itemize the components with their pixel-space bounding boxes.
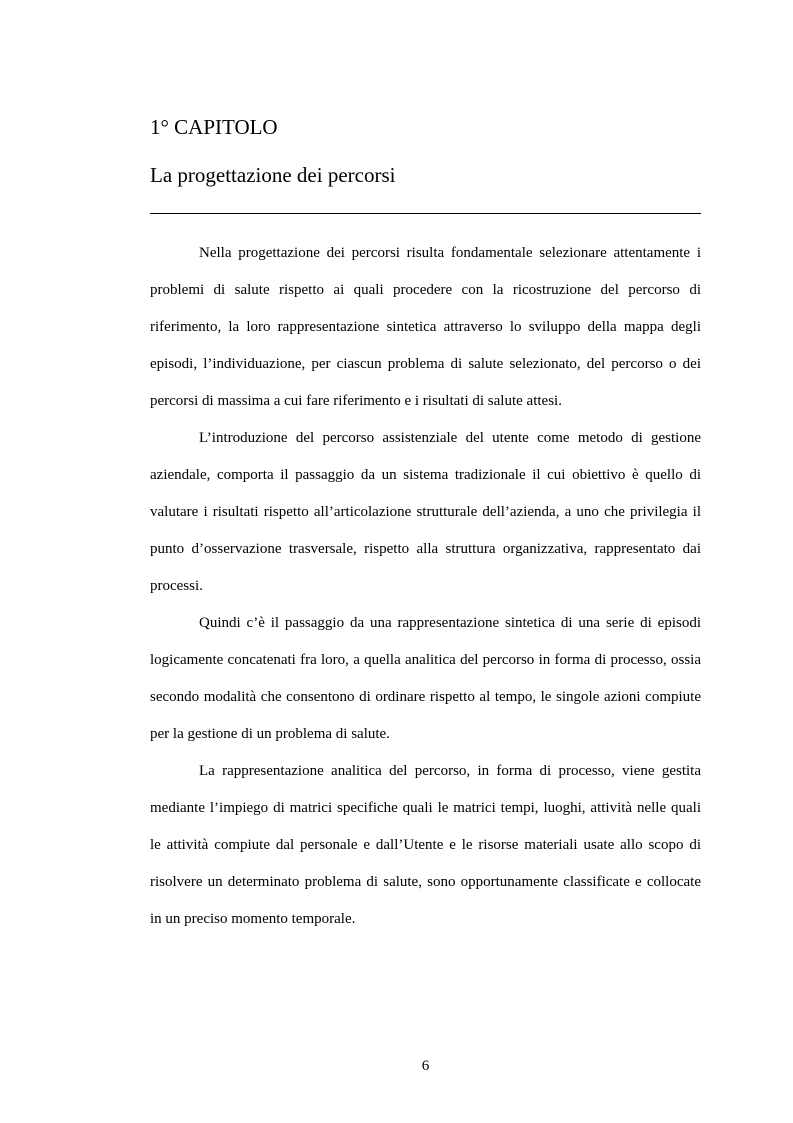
paragraph: L’introduzione del percorso assistenziale del utente come metodo di gestione aziendale, comporta il passaggio da un sistema tradizionale il cui obiettivo è quello di valutare i risultati rispetto all’articolazione strutturale dell’azienda, a uno che privilegia il punto d’osservazione trasversale, rispetto alla struttura organizzativa, rappresentato dai processi. (150, 430, 701, 594)
chapter-label: 1° CAPITOLO (150, 115, 278, 139)
title-divider (150, 213, 701, 214)
page-number: 6 (421, 1058, 430, 1074)
chapter-title: La progettazione dei percorsi (150, 163, 396, 187)
body-text (150, 235, 701, 938)
paragraph: Nella progettazione dei percorsi risulta fondamentale selezionare attentamente i problemi di salute rispetto ai quali procedere con la ricostruzione del percorso di riferimento, la loro rappresentazione sintetica attraverso lo sviluppo della mappa degli episodi, l’individuazione, per ciascun problema di salute selezionato, del percorso o dei percorsi di massima a cui fare riferimento e i risultati di salute attesi. (150, 245, 701, 409)
paragraph: La rappresentazione analitica del percorso, in forma di processo, viene gestita mediante l’impiego di matrici specifiche quali le matrici tempi, luoghi, attività nelle quali le attività compiute dal personale e dall’Utente e le risorse materiali usate allo scopo di risolvere un determinato problema di salute, sono opportunamente classificate e collocate in un preciso momento temporale. (150, 763, 701, 927)
paragraph: Quindi c’è il passaggio da una rappresentazione sintetica di una serie di episodi logicamente concatenati fra loro, a quella analitica del percorso in forma di processo, ossia secondo modalità che consentono di ordinare rispetto al tempo, le singole azioni compiute per la gestione di un problema di salute. (150, 615, 701, 742)
